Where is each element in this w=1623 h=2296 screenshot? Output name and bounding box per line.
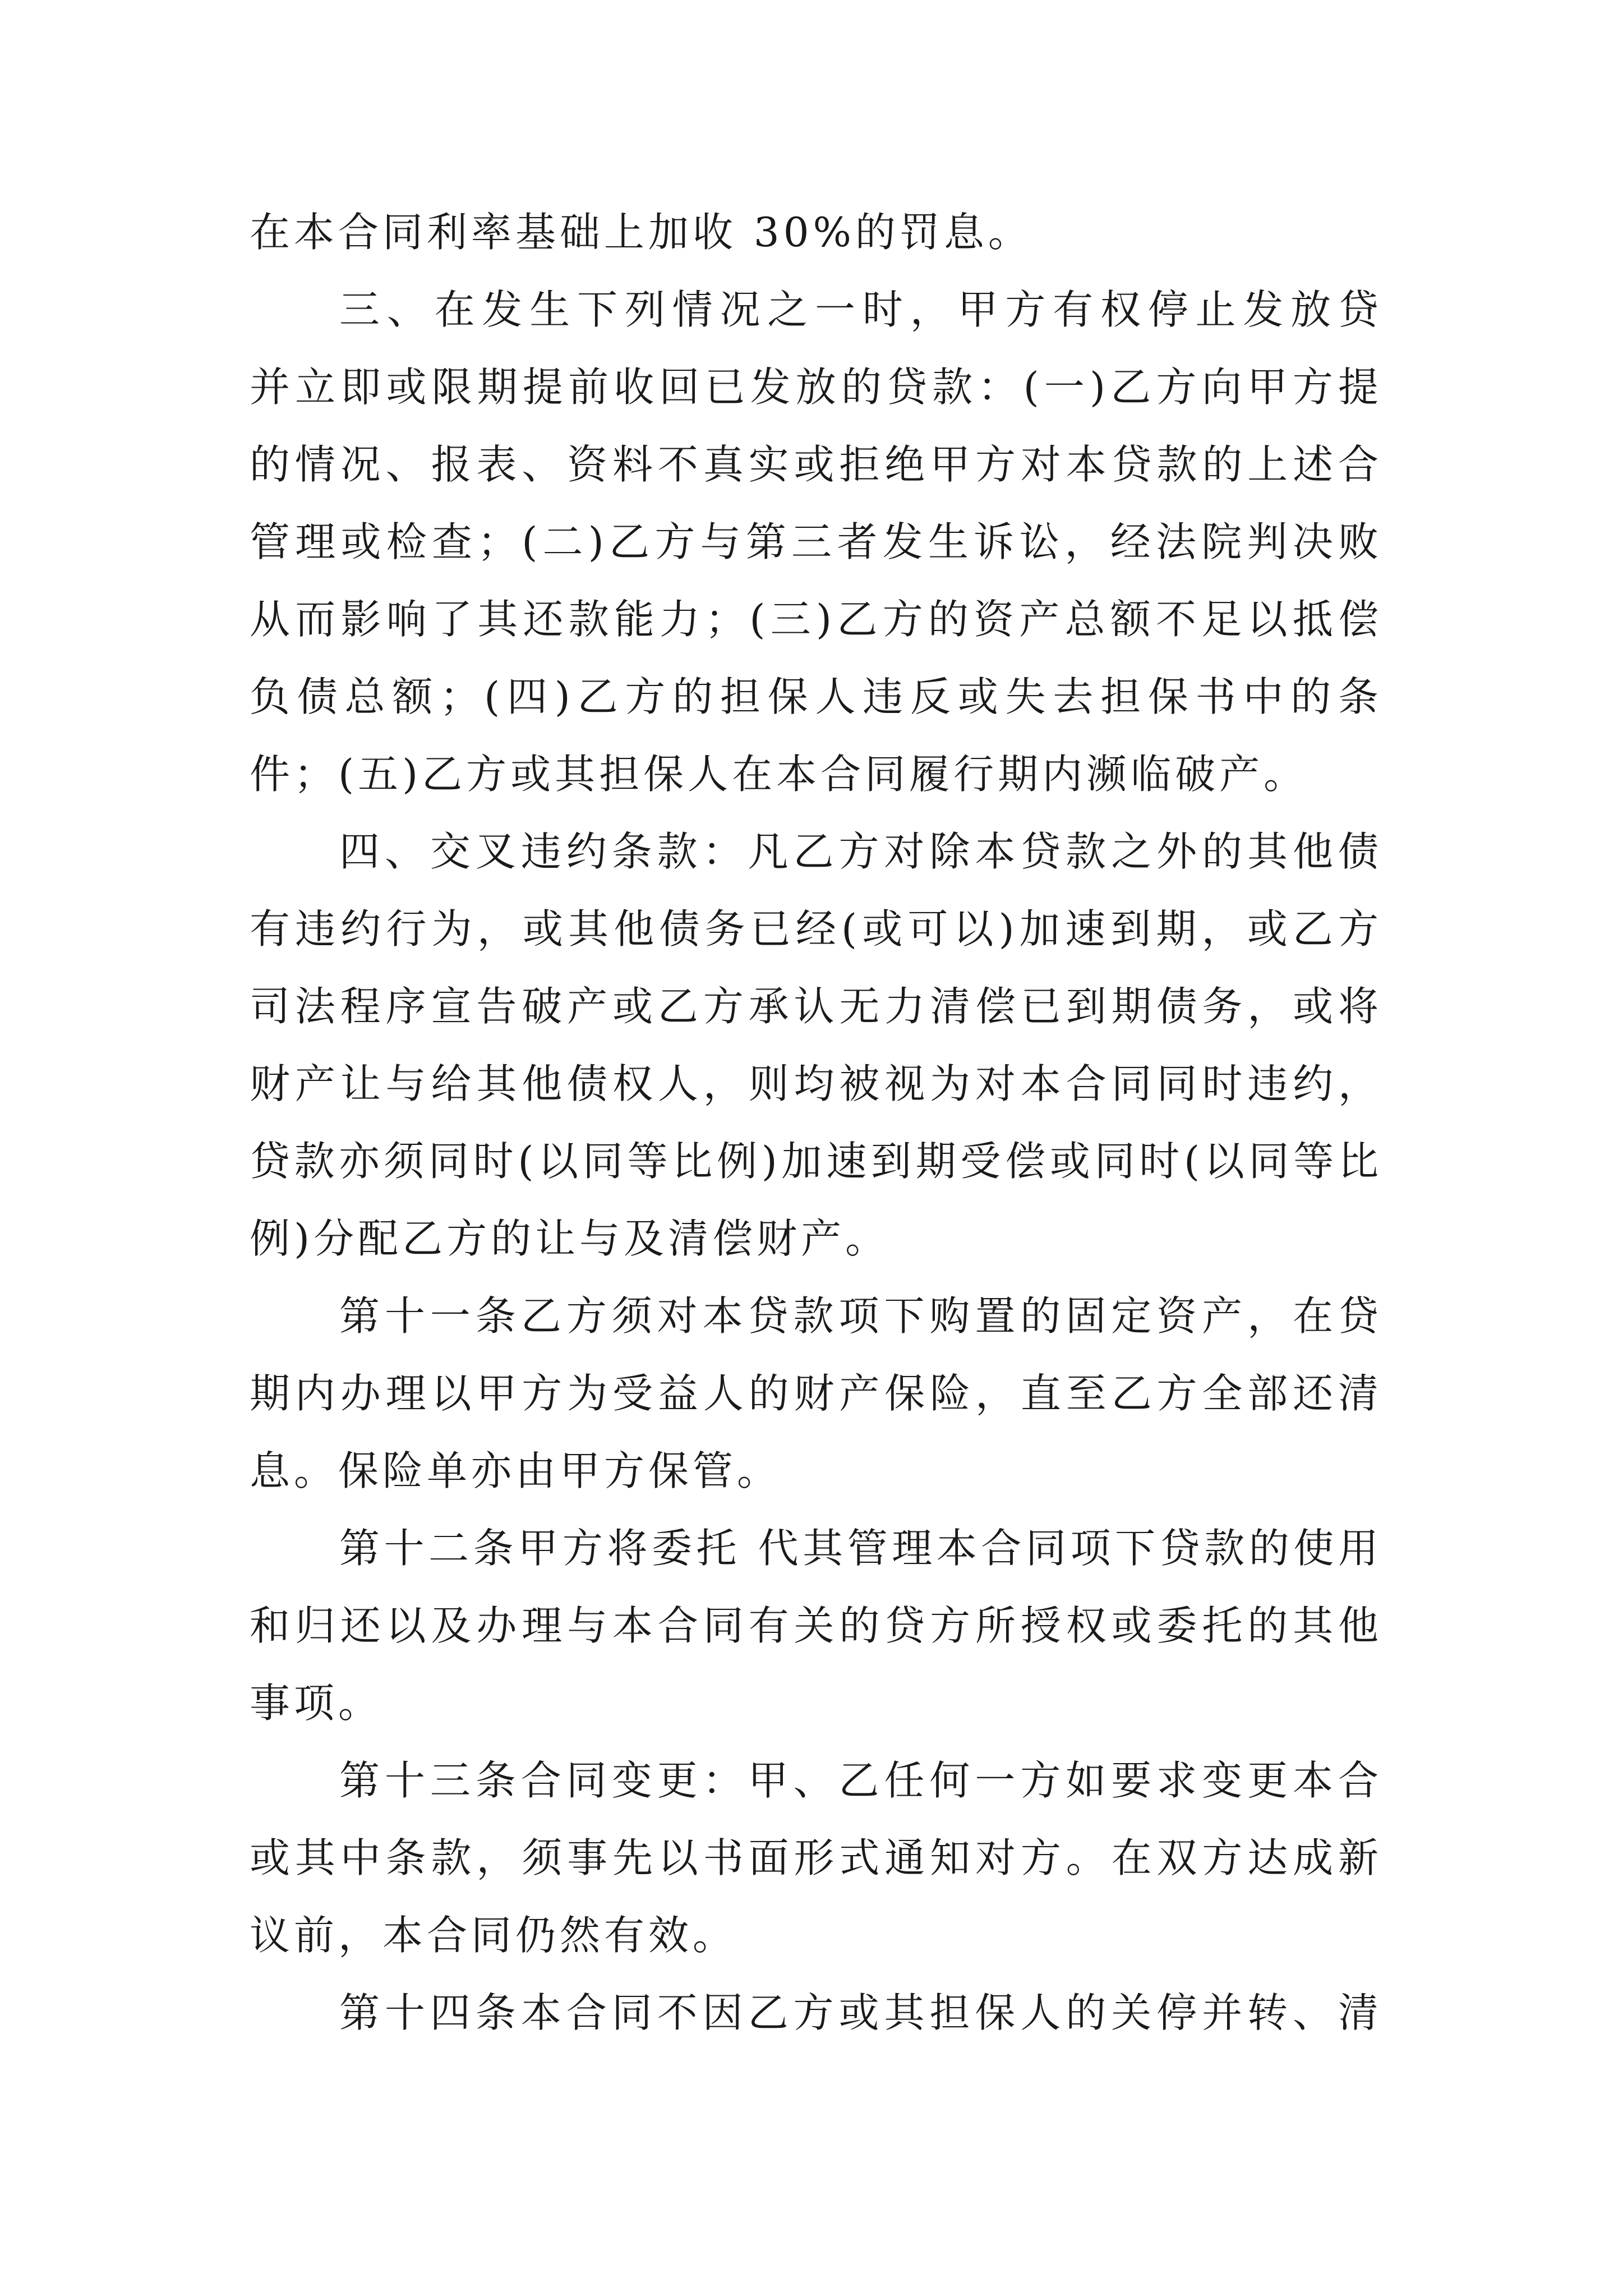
text-line: 期内办理以甲方为受益人的财产保险，直至乙方全部还清 [250, 1370, 1382, 1417]
text-line: 贷款亦须同时(以同等比例)加速到期受偿或同时(以同等比 [250, 1138, 1382, 1185]
text-line: 第十四条本合同不因乙方或其担保人的关停并转、清 [339, 1989, 1382, 2036]
text-line: 事项。 [250, 1680, 383, 1727]
text-line: 或其中条款，须事先以书面形式通知对方。在双方达成新 [250, 1834, 1382, 1881]
text-line: 有违约行为，或其他债务已经(或可以)加速到期，或乙方 [250, 905, 1382, 953]
text-line: 第十一条乙方须对本贷款项下购置的固定资产，在贷 [339, 1292, 1382, 1340]
text-line: 例)分配乙方的让与及清偿财产。 [250, 1215, 890, 1262]
contract-text [250, 194, 1382, 2051]
text-line: 第十三条合同变更：甲、乙任何一方如要求变更本合 [339, 1757, 1382, 1804]
text-line: 的情况、报表、资料不真实或拒绝甲方对本贷款的上述合 [250, 441, 1382, 488]
text-line: 在本合同利率基础上加收 30%的罚息。 [250, 209, 1032, 256]
text-line: 三、在发生下列情况之一时，甲方有权停止发放贷 [339, 286, 1382, 333]
text-line: 并立即或限期提前收回已发放的贷款：(一)乙方向甲方提 [250, 364, 1382, 411]
text-line: 第十二条甲方将委托 代其管理本合同项下贷款的使用 [339, 1525, 1382, 1572]
text-line: 和归还以及办理与本合同有关的贷方所授权或委托的其他 [250, 1602, 1382, 1649]
text-line: 四、交叉违约条款：凡乙方对除本贷款之外的其他债 [339, 828, 1382, 875]
text-line: 件；(五)乙方或其担保人在本合同履行期内濒临破产。 [250, 751, 1308, 798]
text-line: 管理或检查；(二)乙方与第三者发生诉讼，经法院判决败 [250, 518, 1382, 565]
text-line: 从而影响了其还款能力；(三)乙方的资产总额不足以抵偿 [250, 596, 1382, 643]
text-line: 议前，本合同仍然有效。 [250, 1912, 737, 1959]
text-line: 负债总额；(四)乙方的担保人违反或失去担保书中的条 [250, 673, 1382, 720]
text-line: 息。保险单亦由甲方保管。 [250, 1447, 782, 1494]
text-line: 财产让与给其他债权人，则均被视为对本合同同时违约， [250, 1060, 1382, 1107]
text-line: 司法程序宣告破产或乙方承认无力清偿已到期债务，或将 [250, 983, 1382, 1030]
